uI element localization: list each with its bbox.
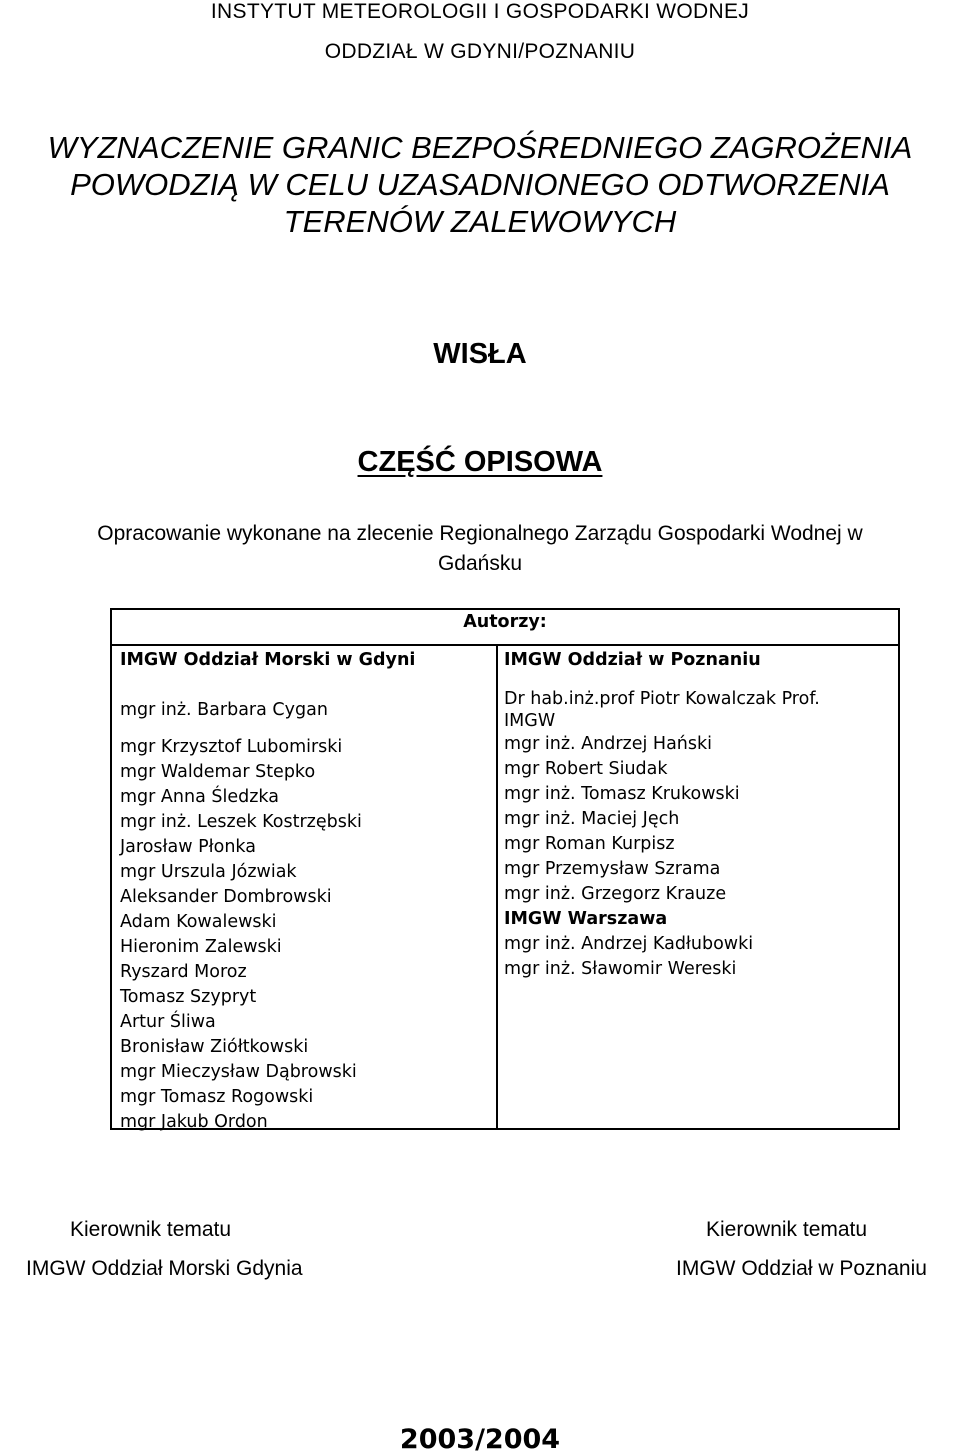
author-item: mgr Anna Śledzka (120, 787, 279, 807)
document-title-line-1: WYZNACZENIE GRANIC BEZPOŚREDNIEGO ZAGROŻENIA (47, 130, 913, 165)
gdynia-branch-heading: IMGW Oddział Morski w Gdyni (120, 650, 416, 670)
author-item: mgr inż. Barbara Cygan (120, 700, 328, 720)
authors-label: Autorzy: (463, 612, 547, 632)
author-item: mgr Waldemar Stepko (120, 762, 316, 782)
author-item: Dr hab.inż.prof Piotr Kowalczak Prof. IMGW (504, 689, 820, 731)
authors-header-row (112, 610, 898, 646)
document-title-line-2: POWODZIĄ W CELU UZASADNIONEGO ODTWORZENIA (70, 167, 890, 202)
branch-name: ODDZIAŁ W GDYNI/POZNANIU (324, 40, 636, 63)
author-item: mgr Krzysztof Lubomirski (120, 737, 343, 757)
author-item: Aleksander Dombrowski (120, 887, 332, 907)
warszawa-branch-heading: IMGW Warszawa (504, 909, 668, 929)
author-item: mgr inż. Sławomir Wereski (504, 959, 737, 979)
author-item: Hieronim Zalewski (120, 937, 282, 957)
document-year: 2003/2004 (399, 1424, 561, 1455)
author-item: mgr inż. Andrzej Hański (504, 734, 713, 754)
author-item: mgr Urszula Józwiak (120, 862, 297, 882)
author-item: mgr Mieczysław Dąbrowski (120, 1062, 357, 1082)
gdynia-authors-list (120, 698, 490, 1135)
left-signature-org: IMGW Oddział Morski Gdynia (26, 1257, 303, 1280)
left-signature-role: Kierownik tematu (70, 1218, 232, 1241)
institute-name: INSTYTUT METEOROLOGII I GOSPODARKI WODNEJ (210, 0, 750, 23)
author-item: Adam Kowalewski (120, 912, 277, 932)
river-name: WISŁA (433, 338, 527, 370)
author-item: mgr inż. Tomasz Krukowski (504, 784, 740, 804)
authors-table (110, 608, 900, 1130)
right-signature-role: Kierownik tematu (706, 1218, 868, 1241)
commission-note-line-2: Gdańsku (437, 552, 523, 575)
document-title-line-3: TERENÓW ZALEWOWYCH (283, 204, 677, 239)
author-item: mgr Robert Siudak (504, 759, 668, 779)
author-item: Bronisław Ziółtkowski (120, 1037, 309, 1057)
section-heading: CZĘŚĆ OPISOWA (357, 446, 603, 478)
author-item: Tomasz Szypryt (120, 987, 257, 1007)
author-item: mgr Przemysław Szrama (504, 859, 721, 879)
author-item: Jarosław Płonka (120, 837, 256, 857)
author-item: mgr inż. Grzegorz Krauze (504, 884, 727, 904)
poznan-authors-list (504, 688, 894, 982)
author-item: Artur Śliwa (120, 1012, 216, 1032)
right-signature-org: IMGW Oddział w Poznaniu (676, 1257, 927, 1280)
poznan-branch-heading: IMGW Oddział w Poznaniu (504, 650, 761, 670)
author-item: mgr Jakub Ordon (120, 1112, 268, 1132)
author-item: mgr Tomasz Rogowski (120, 1087, 314, 1107)
author-item: mgr inż. Andrzej Kadłubowki (504, 934, 754, 954)
author-item: mgr Roman Kurpisz (504, 834, 675, 854)
author-item: Ryszard Moroz (120, 962, 247, 982)
author-item: mgr inż. Leszek Kostrzębski (120, 812, 362, 832)
author-item: mgr inż. Maciej Jęch (504, 809, 680, 829)
column-divider (496, 644, 498, 1128)
commission-note-line-1: Opracowanie wykonane na zlecenie Regionalnego Zarządu Gospodarki Wodnej w (97, 522, 863, 545)
